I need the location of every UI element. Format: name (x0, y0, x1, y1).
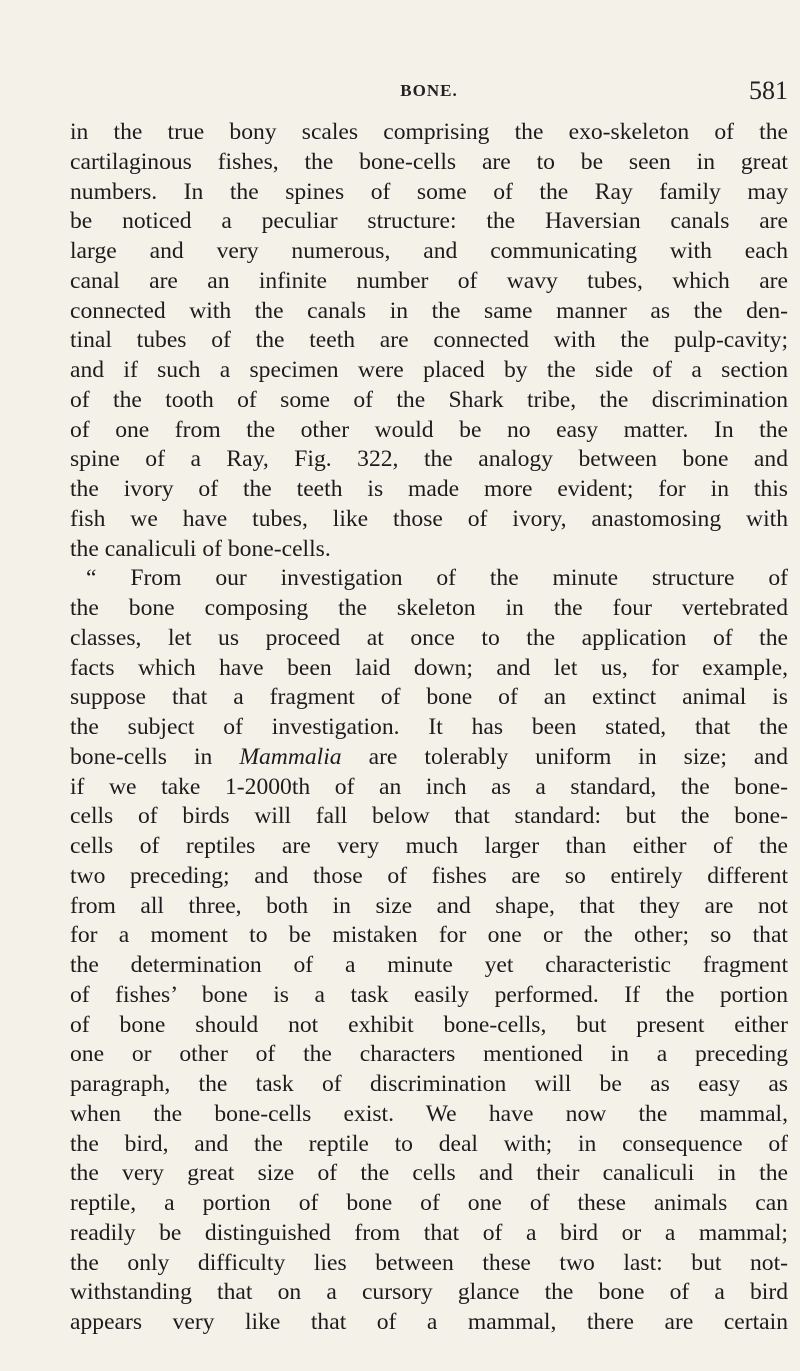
text-segment: are tolerably uniform in size; and (341, 743, 788, 770)
text-line: readily be distinguished from that of a bird or a mammal; (70, 1219, 788, 1246)
text-line: facts which have been laid down; and let us, for example, (70, 654, 788, 681)
text-line: be noticed a peculiar structure: the Haversian canals are (70, 208, 788, 235)
text-line: fish we have tubes, like those of ivory, anastomosing with (70, 505, 788, 532)
text-line: and if such a specimen were placed by the side of a section (70, 357, 788, 383)
body-text (70, 118, 788, 1338)
running-head: BONE. (400, 81, 458, 100)
text-line: from all three, both in size and shape, that they are not (70, 892, 788, 919)
italic-term: Mammalia (239, 743, 342, 770)
text-line: when the bone-cells exist. We have now the mammal, (70, 1100, 788, 1127)
text-line: one or other of the characters mentioned in a preceding (70, 1041, 788, 1068)
text-line: classes, let us proceed at once to the application of the (70, 624, 788, 651)
text-line: tinal tubes of the teeth are connected with the pulp-cavity; (70, 327, 788, 354)
text-line: of the tooth of some of the Shark tribe, the discrimination (70, 386, 788, 413)
text-line: in the true bony scales comprising the exo-skeleton of the (70, 119, 788, 145)
text-line: the ivory of the teeth is made more evident; for in this (70, 476, 788, 502)
text-line: the bird, and the reptile to deal with; in consequence of (70, 1130, 788, 1157)
text-line: the only difficulty lies between these two last: but not- (70, 1249, 788, 1276)
text-line: of one from the other would be no easy matter. In the (70, 416, 788, 443)
text-line: suppose that a fragment of bone of an extinct animal is (70, 684, 788, 711)
text-line: large and very numerous, and communicating with each (70, 238, 788, 264)
text-line: for a moment to be mistaken for one or the other; so that (70, 922, 788, 949)
text-segment: bone-cells in (70, 743, 240, 770)
page-number: 581 (749, 76, 788, 105)
page-header (70, 76, 788, 110)
text-line: “ From our investigation of the minute structure of (86, 565, 788, 592)
text-line: canal are an infinite number of wavy tubes, which are (70, 267, 788, 294)
text-line: the determination of a minute yet characteristic fragment (70, 952, 788, 978)
text-line: the very great size of the cells and their canaliculi in the (70, 1160, 788, 1187)
text-line: cells of birds will fall below that standard: but the bone- (70, 803, 788, 830)
text-line: cartilaginous fishes, the bone-cells are to be seen in great (70, 148, 788, 175)
text-line: of fishes’ bone is a task easily performed. If the portion (70, 981, 788, 1008)
text-line: the bone composing the skeleton in the four vertebrated (70, 595, 788, 621)
text-line: numbers. In the spines of some of the Ray family may (70, 178, 788, 205)
text-line: two preceding; and those of fishes are so entirely different (70, 862, 788, 889)
text-line: of bone should not exhibit bone-cells, but present either (70, 1011, 788, 1038)
text-line: cells of reptiles are very much larger than either of the (70, 833, 788, 859)
text-line (70, 743, 788, 773)
text-line: withstanding that on a cursory glance the bone of a bird (70, 1279, 788, 1306)
text-line: the subject of investigation. It has been stated, that the (70, 714, 788, 740)
text-line: paragraph, the task of discrimination will be as easy as (70, 1071, 788, 1097)
text-line: connected with the canals in the same manner as the den- (70, 297, 788, 324)
text-line: reptile, a portion of bone of one of these animals can (70, 1190, 788, 1216)
text-line: spine of a Ray, Fig. 322, the analogy between bone and (70, 446, 788, 473)
text-line: the canaliculi of bone-cells. (70, 535, 331, 562)
text-line: if we take 1-2000th of an inch as a standard, the bone- (70, 773, 788, 800)
text-line: appears very like that of a mammal, there are certain (70, 1309, 788, 1335)
